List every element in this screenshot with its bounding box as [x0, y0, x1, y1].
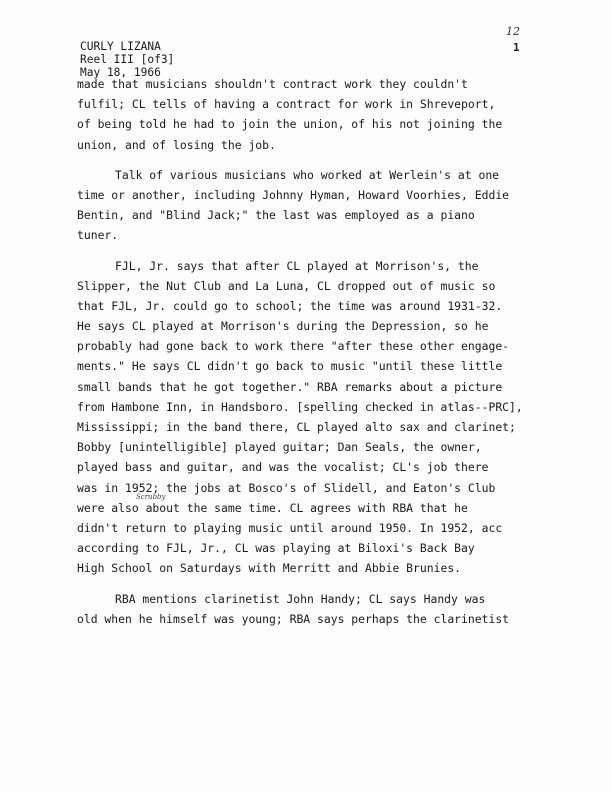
text-line: He says CL played at Morrison's during the Depression, so he — [77, 319, 489, 334]
page-mark: 1 — [513, 41, 520, 54]
page-number: 12 — [506, 25, 520, 38]
text-line: according to FJL, Jr., CL was playing at Biloxi's Back Bay — [77, 541, 475, 556]
text-line: union, and of losing the job. — [77, 137, 276, 152]
text-line: small bands that he got together." RBA remarks about a picture — [77, 379, 503, 394]
text-line: made that musicians shouldn't contract work they couldn't — [77, 77, 468, 91]
text-line: played bass and guitar, and was the vocalist; CL's job there — [77, 460, 489, 475]
text-line: from Hambone Inn, in Handsboro. [spelling checked in atlas--PRC], — [77, 399, 523, 414]
paragraph — [77, 74, 535, 155]
text-line: FJL, Jr. says that after CL played at Morrison's, the — [115, 258, 479, 273]
text-line: Bobby [unintelligible] played guitar; Dan Seals, the owner, — [77, 440, 482, 455]
interview-date: May 18, 1966 — [80, 66, 161, 79]
text-line: fulfil; CL tells of having a contract for work in Shreveport, — [77, 97, 496, 112]
text-line: probably had gone back to work there "after these other engage- — [77, 339, 510, 354]
interviewee-name: CURLY LIZANA — [80, 40, 161, 53]
paragraph-gap — [77, 246, 535, 256]
text-line: tuner. — [77, 228, 119, 243]
text-line: Mississippi; in the band there, CL played alto sax and clarinet; — [77, 420, 516, 434]
text-line: were also about the same time. CL agrees with RBA that he — [77, 500, 468, 515]
text-line: was in 1952; the jobs at Bosco's of Slidell, and Eaton's Club — [77, 480, 496, 495]
text-line: didn't return to playing music until around 1950. In 1952, acc — [77, 520, 503, 535]
text-line: Bentin, and "Blind Jack;" the last was employed as a piano — [77, 208, 475, 223]
text-line: ments." He says CL didn't go back to music "until these little — [77, 359, 503, 374]
text-line: old when he himself was young; RBA says perhaps the clarinetist — [77, 611, 510, 626]
paragraph — [77, 165, 535, 246]
transcript-body — [77, 74, 535, 629]
text-line: of being told he had to join the union, of his not joining the — [77, 117, 503, 132]
paragraph — [77, 589, 535, 629]
paragraph-gap — [77, 579, 535, 589]
paragraph — [77, 256, 535, 579]
text-line: that FJL, Jr. could go to school; the time was around 1931-32. — [77, 298, 503, 313]
text-line: Slipper, the Nut Club and La Luna, CL dropped out of music so — [77, 278, 496, 293]
paragraph-gap — [77, 155, 535, 165]
reel-label: Reel III [of3] — [80, 53, 175, 66]
text-line: High School on Saturdays with Merritt and Abbie Brunies. — [77, 561, 462, 576]
text-line: RBA mentions clarinetist John Handy; CL says Handy was — [115, 591, 486, 606]
handwritten-note: Scrubby — [136, 493, 166, 501]
text-line: Talk of various musicians who worked at Werlein's at one — [115, 167, 500, 182]
text-line: time or another, including Johnny Hyman, Howard Voorhies, Eddie — [77, 187, 510, 202]
